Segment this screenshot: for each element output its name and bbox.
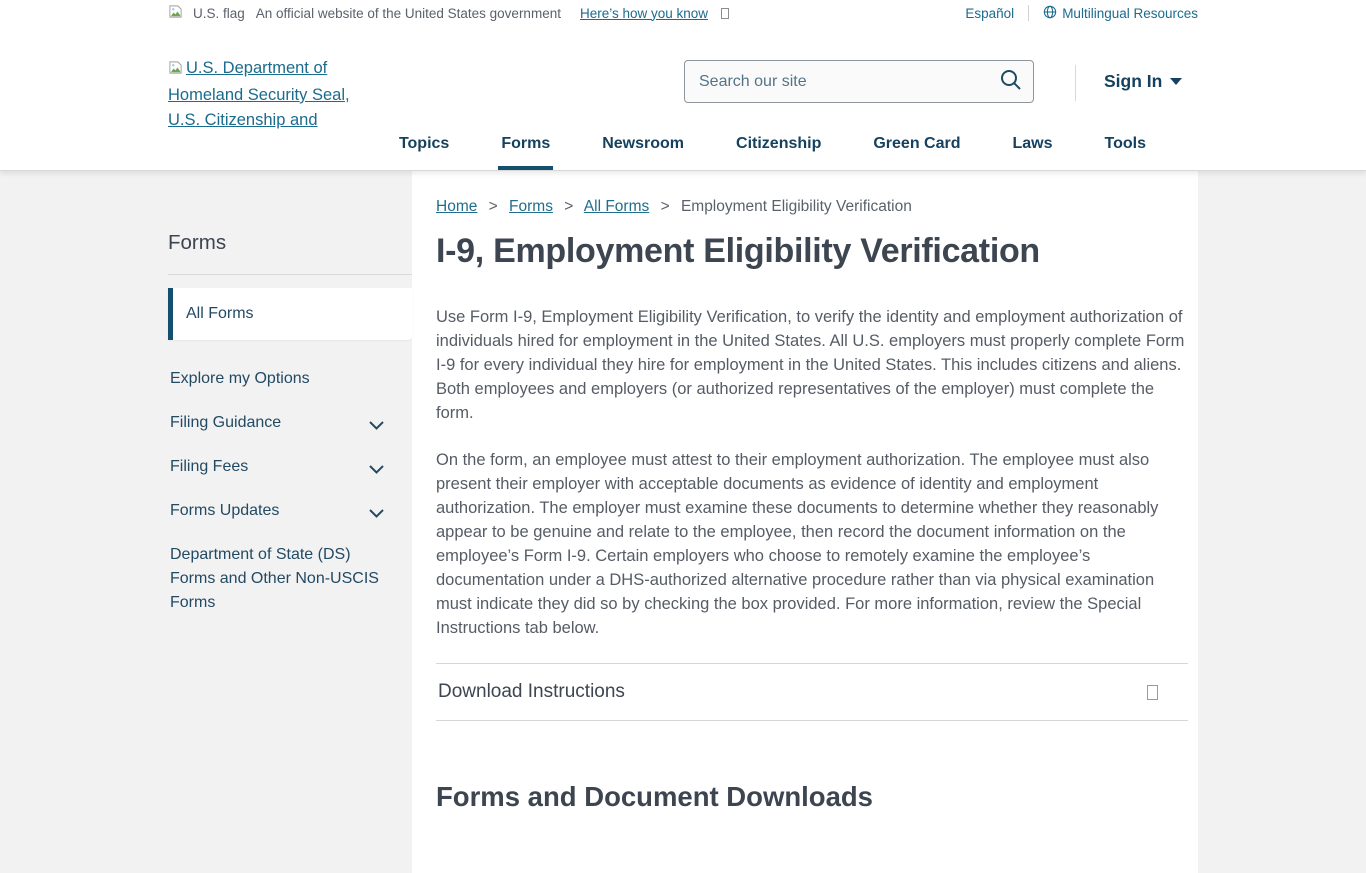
nav-item-green-card[interactable]: Green Card: [873, 135, 961, 152]
logo-alt-line: Homeland Security Seal,: [168, 86, 350, 104]
sidebar-item-filing-fees[interactable]: Filing Fees: [168, 445, 412, 489]
multilingual-resources-link[interactable]: Multilingual Resources: [1043, 5, 1198, 22]
nav-item-forms[interactable]: Forms: [498, 135, 553, 170]
page-title: I-9, Employment Eligibility Verification: [436, 232, 1040, 270]
uscis-logo-link[interactable]: [168, 56, 353, 133]
breadcrumb: Home > Forms > All Forms > Employment Eligibility Verification: [436, 198, 912, 215]
accordion-label: Download Instructions: [438, 681, 625, 702]
nav-item-citizenship[interactable]: Citizenship: [736, 135, 822, 152]
sign-in-button[interactable]: Sign In: [1104, 71, 1182, 92]
details-paragraph: On the form, an employee must attest to their employment authorization. The employee must also present their employer with acceptable documents as evidence of identity and employment authorization. The employer must examine these documents to determine whether they reasonably appear to be genuine and relate to the employee, then record the document information on the employee’s Form I-9. Certain employers who choose to remotely examine the employee’s documentation under a DHS-authorized alternative procedure rather than via physical examination must indicate they did so by checking the box provided. For more information, review the Special Instructions tab below.: [436, 451, 1159, 637]
divider: [1075, 65, 1076, 101]
heres-how-you-know-link[interactable]: Here’s how you know: [579, 5, 709, 21]
chevron-missing-glyph-icon: [721, 8, 729, 19]
logo-alt-line: U.S. Citizenship and: [168, 111, 318, 129]
nav-item-tools[interactable]: Tools: [1104, 135, 1146, 152]
search-button[interactable]: [994, 65, 1028, 98]
espanol-link[interactable]: Español: [965, 5, 1015, 21]
chevron-down-icon: [1170, 78, 1182, 85]
sidebar-item-filing-guidance[interactable]: Filing Guidance: [168, 401, 412, 445]
breadcrumb-current: Employment Eligibility Verification: [680, 198, 912, 215]
section-heading: Forms and Document Downloads: [436, 781, 873, 812]
logo-alt-line: U.S. Department of: [186, 59, 328, 77]
globe-icon: [1043, 5, 1057, 22]
sidebar-title: Forms: [168, 231, 227, 254]
flag-alt-text: U.S. flag: [193, 5, 245, 21]
breadcrumb-home-link[interactable]: Home: [436, 198, 478, 215]
accordion-missing-glyph-icon: [1147, 685, 1158, 700]
sidebar-item-ds-forms[interactable]: Department of State (DS) Forms and Other Non-USCIS Forms: [170, 546, 379, 611]
chevron-down-icon: [369, 459, 384, 483]
divider: [168, 274, 412, 275]
main-navigation: [168, 135, 1198, 170]
intro-paragraph: Use Form I-9, Employment Eligibility Verification, to verify the identity and employment authorization of individuals hired for employment in the United States. All U.S. employers must properly complete Form I-9 for every individual they hire for employment in the United States. This includes citizens and aliens. Both employees and employers (or authorized representatives of the employer) must complete the form.: [436, 308, 1185, 422]
breadcrumb-all-forms-link[interactable]: All Forms: [583, 198, 650, 215]
search-icon: [999, 80, 1023, 95]
divider: [1028, 5, 1029, 21]
site-header: [0, 25, 1366, 171]
broken-flag-image-icon: [168, 4, 183, 22]
official-website-text: An official website of the United States government: [255, 5, 561, 21]
chevron-down-icon: [369, 415, 384, 439]
search-input[interactable]: [684, 60, 1034, 103]
nav-item-laws[interactable]: Laws: [1012, 135, 1053, 152]
nav-item-topics[interactable]: Topics: [398, 135, 450, 152]
gov-banner: [0, 0, 1366, 25]
broken-logo-image-icon: [168, 61, 183, 79]
sidebar-item-explore-my-options[interactable]: Explore my Options: [170, 370, 310, 387]
breadcrumb-forms-link[interactable]: Forms: [509, 198, 553, 215]
nav-item-newsroom[interactable]: Newsroom: [602, 135, 685, 152]
sidebar-item-forms-updates[interactable]: Forms Updates: [168, 489, 412, 533]
sidebar-item-all-forms[interactable]: All Forms: [168, 288, 412, 340]
download-instructions-accordion[interactable]: [436, 663, 1188, 721]
site-search: [684, 60, 1034, 103]
chevron-down-icon: [369, 503, 384, 527]
